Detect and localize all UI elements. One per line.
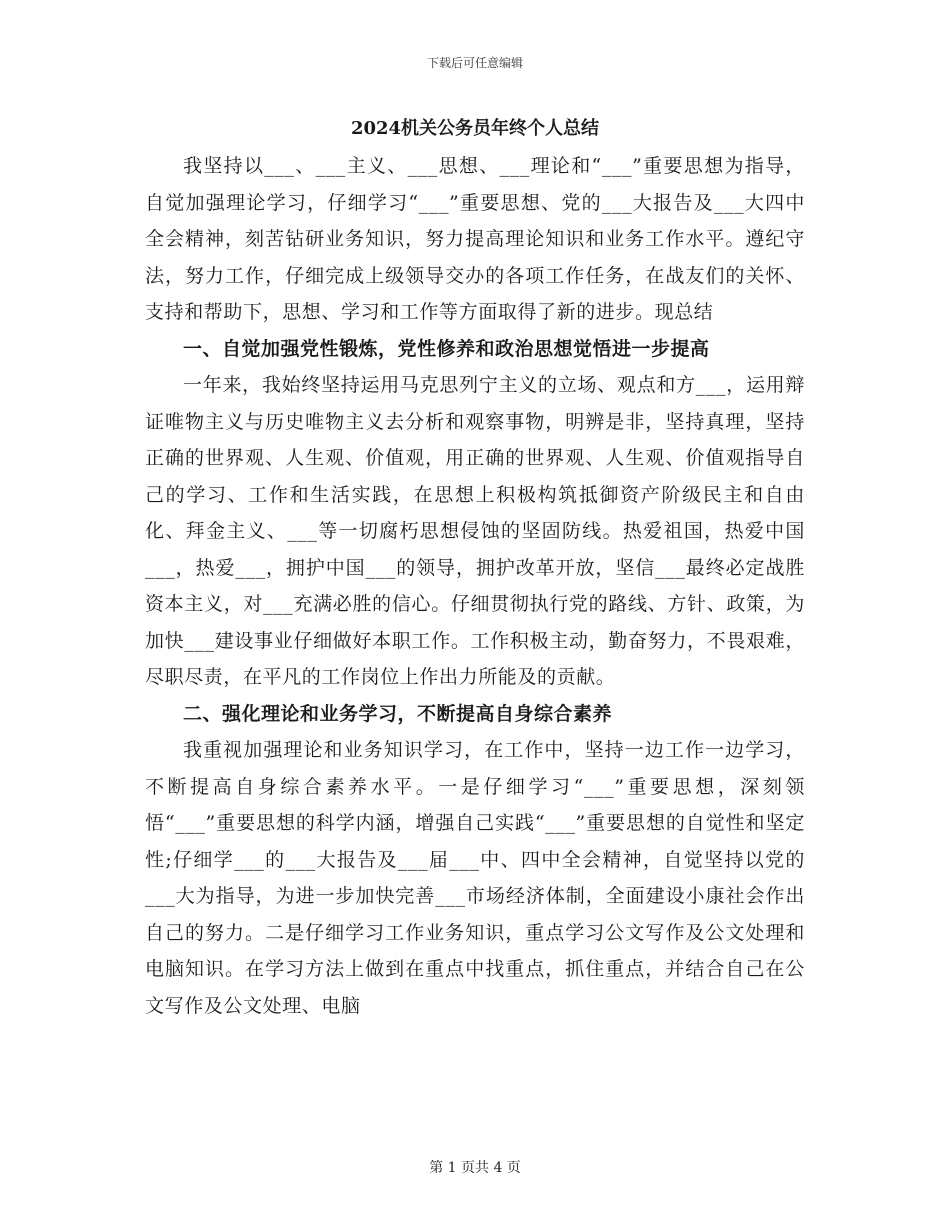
intro-paragraph: 我坚持以___、___主义、___思想、___理论和“___”重要思想为指导，自觉加强理论学习，仔细学习“___”重要思想、党的___大报告及___大四中全会精神，刻苦钻研业务知识，努力提高理论知识和业务工作水平。遵纪守法，努力工作，仔细完成上级领导交办的各项工作任务，在战友们的关怀、支持和帮助下，思想、学习和工作等方面取得了新的进步。现总结 (145, 155, 805, 323)
document-title: 2024机关公务员年终个人总结 (350, 118, 600, 139)
section-2-heading: 二、强化理论和业务学习，不断提高自身综合素养 (183, 702, 613, 725)
section-1-heading: 一、自觉加强党性锻炼，党性修养和政治思想觉悟进一步提高 (183, 337, 710, 360)
document-body (145, 112, 805, 1024)
section-2-body: 我重视加强理论和业务知识学习，在工作中，坚持一边工作一边学习，不断提高自身综合素养水平。一是仔细学习“___”重要思想，深刻领悟“___”重要思想的科学内涵，增强自己实践“___”重要思想的自觉性和坚定性;仔细学___的___大报告及___届___中、四中全会精神，自觉坚持以党的___大为指导，为进一步加快完善___市场经济体制，全面建设小康社会作出自己的努力。二是仔细学习工作业务知识，重点学习公文写作及公文处理和电脑知识。在学习方法上做到在重点中找重点，抓住重点，并结合自己在公文写作及公文处理、电脑 (145, 739, 805, 1017)
header-note: 下载后可任意编辑 (426, 56, 523, 70)
section-1-body: 一年来，我始终坚持运用马克思列宁主义的立场、观点和方___，运用辩证唯物主义与历史唯物主义去分析和观察事物，明辨是非，坚持真理，坚持正确的世界观、人生观、价值观，用正确的世界观、人生观、价值观指导自己的学习、工作和生活实践，在思想上积极构筑抵御资产阶级民主和自由化、拜金主义、___等一切腐朽思想侵蚀的坚固防线。热爱祖国，热爱中国___，热爱___，拥护中国___的领导，拥护改革开放，坚信___最终必定战胜资本主义，对___充满必胜的信心。仔细贯彻执行党的路线、方针、政策，为加快___建设事业仔细做好本职工作。工作积极主动，勤奋努力，不畏艰难，尽职尽责，在平凡的工作岗位上作出力所能及的贡献。 (145, 374, 805, 688)
page-footer: 第 1 页共 4 页 (429, 1160, 521, 1176)
